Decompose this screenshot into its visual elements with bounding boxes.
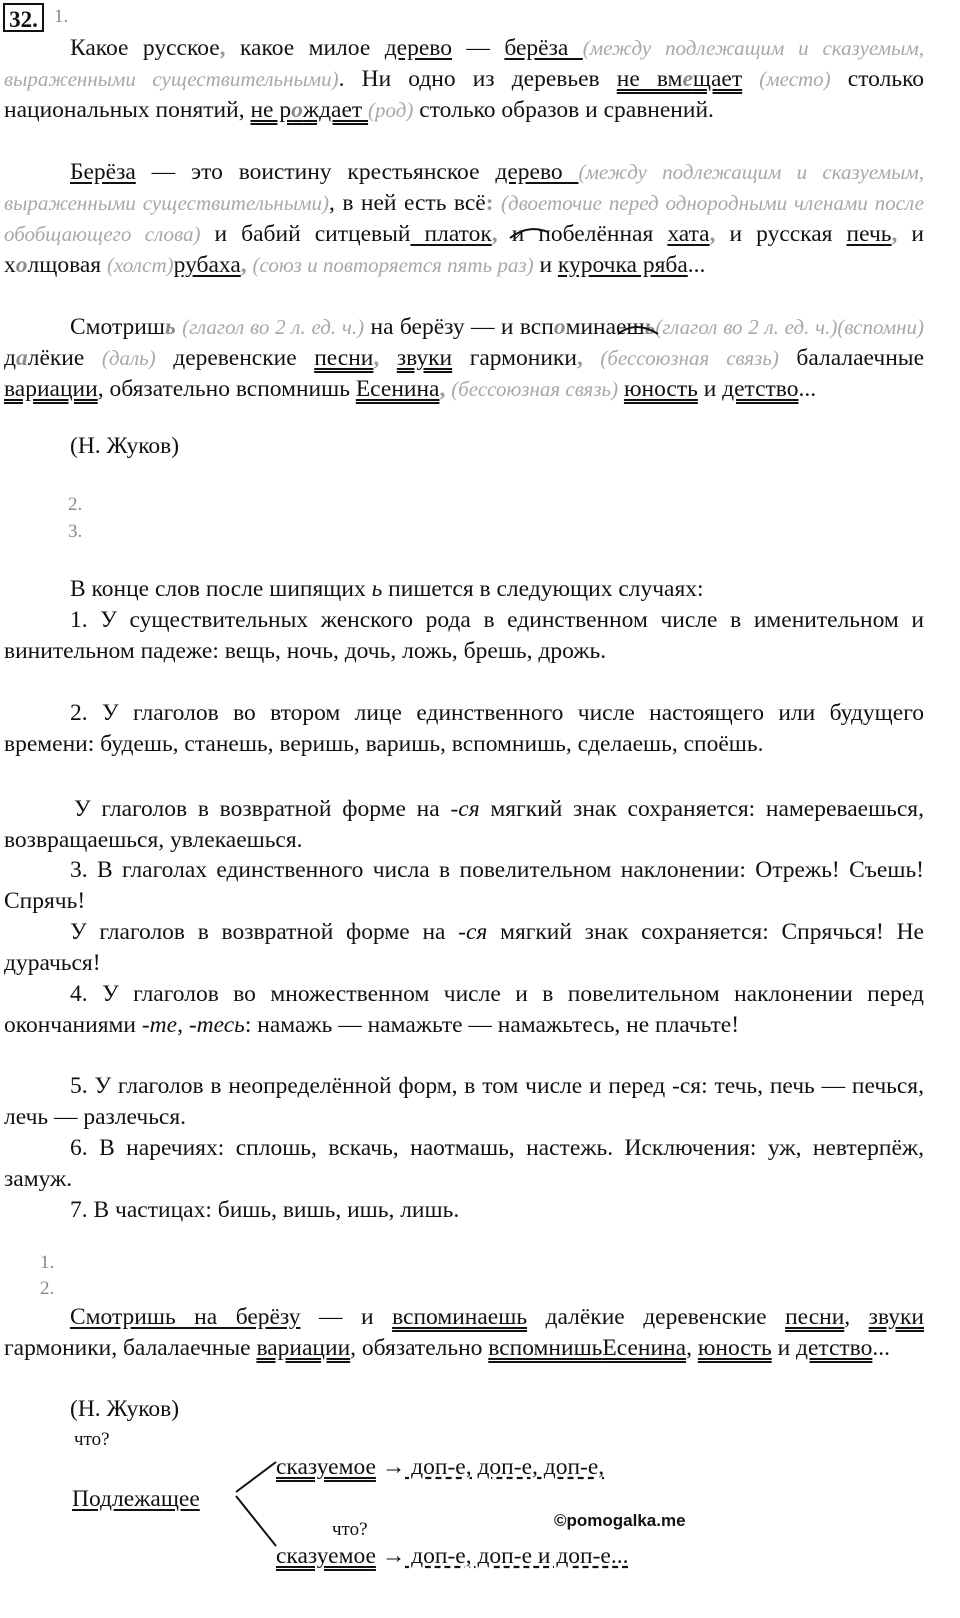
sub-number: 1. [54,6,69,27]
rules-intro: В конце слов после шипящих ь пишется в следующих случаях: [70,576,704,602]
author-2: (Н. Жуков) [70,1396,180,1422]
sub-number-5: 2. [40,1278,55,1299]
rule-3: 3. В глаголах единственного числа в повелительном наклонении: Отрежь! Съешь! Спрячь! [4,857,924,914]
question-bottom: что? [332,1519,368,1540]
paragraph-3: Смотришь (глагол во 2 л. ед. ч.) на берёзу — и вспоминаешь(глагол во 2 л. ед. ч.)(вспомни) далёкие (даль) деревенские песни, звуки гармоники, (бессоюзная связь) балалаечные вариации, обязательно вспомнишь Есенина, (бессоюзная связь) юность и детство... [4,314,925,402]
sub-number-2: 2. [68,494,83,515]
rule-2: 2. У глаголов во втором лице единственного числе настоящего или будущего времени: будешь, станешь, веришь, варишь, вспомнишь, сделаешь, споёшь. [4,700,924,757]
sub-number-3: 3. [68,521,83,542]
author-1: (Н. Жуков) [70,433,180,459]
sub-number-4: 1. [40,1252,55,1273]
rule-2b: У глаголов в возвратной форме на -ся мягкий знак сохраняется: намереваешься, возвращаешься, увлекаешься. [4,796,924,853]
paragraph-4: Смотришь на берёзу — и вспоминаешь далёкие деревенские песни, звуки гармоники, балалаечные вариации, обязательно вспомнишьЕсенина, юность и детство... [4,1304,924,1361]
task-number: 32. [3,3,44,32]
watermark: ©pomogalka.me [554,1511,686,1530]
paragraph-2: Берёза — это воистину крестьянское дерево (между подлежащим и сказуемым, выраженными существительными), в ней есть всё: (двоеточие перед однородными членами после обобщающего слова) и бабий ситцевый платок, и побелённая хата, и русская печь, и холщовая (холст)рубаха, (союз и повторяется пять раз) и курочка ряба... [4,159,925,278]
rule-4: 4. У глаголов во множественном числе и в повелительном наклонении перед окончаниями -те, -тесь: намажь — намажьте — намажьтесь, не плачьте! [4,981,924,1038]
predicate-bottom: сказуемое → доп-е, доп-е и доп-е... [276,1543,629,1569]
rule-7: 7. В частицах: бишь, вишь, ишь, лишь. [70,1197,460,1223]
subject-label: Подлежащее [72,1486,200,1512]
question-top: что? [74,1429,110,1450]
rule-3b: У глаголов в возвратной форме на -ся мягкий знак сохраняется: Спрячься! Не дурачься! [4,919,924,976]
rule-1: 1. У существительных женского рода в единственном числе в именительном и винительном падеже: вещь, ночь, дочь, ложь, брешь, дрожь. [4,607,924,664]
paragraph-1: Какое русское, какое милое дерево — берёза (между подлежащим и сказуемым, выраженными существительными). Ни одно из деревьев не вмещает (место) столько национальных понятий, не рождает (род) столько образов и сравнений. [4,35,925,123]
rule-5: 5. У глаголов в неопределённой форм, в том числе и перед -ся: течь, печь — печься, лечь — разлечься. [4,1073,924,1130]
predicate-top: сказуемое → доп-е, доп-е, доп-е, [276,1454,605,1480]
rule-6: 6. В наречиях: сплошь, вскачь, наотмашь, настежь. Исключения: уж, невтерпёж, замуж. [4,1135,924,1192]
